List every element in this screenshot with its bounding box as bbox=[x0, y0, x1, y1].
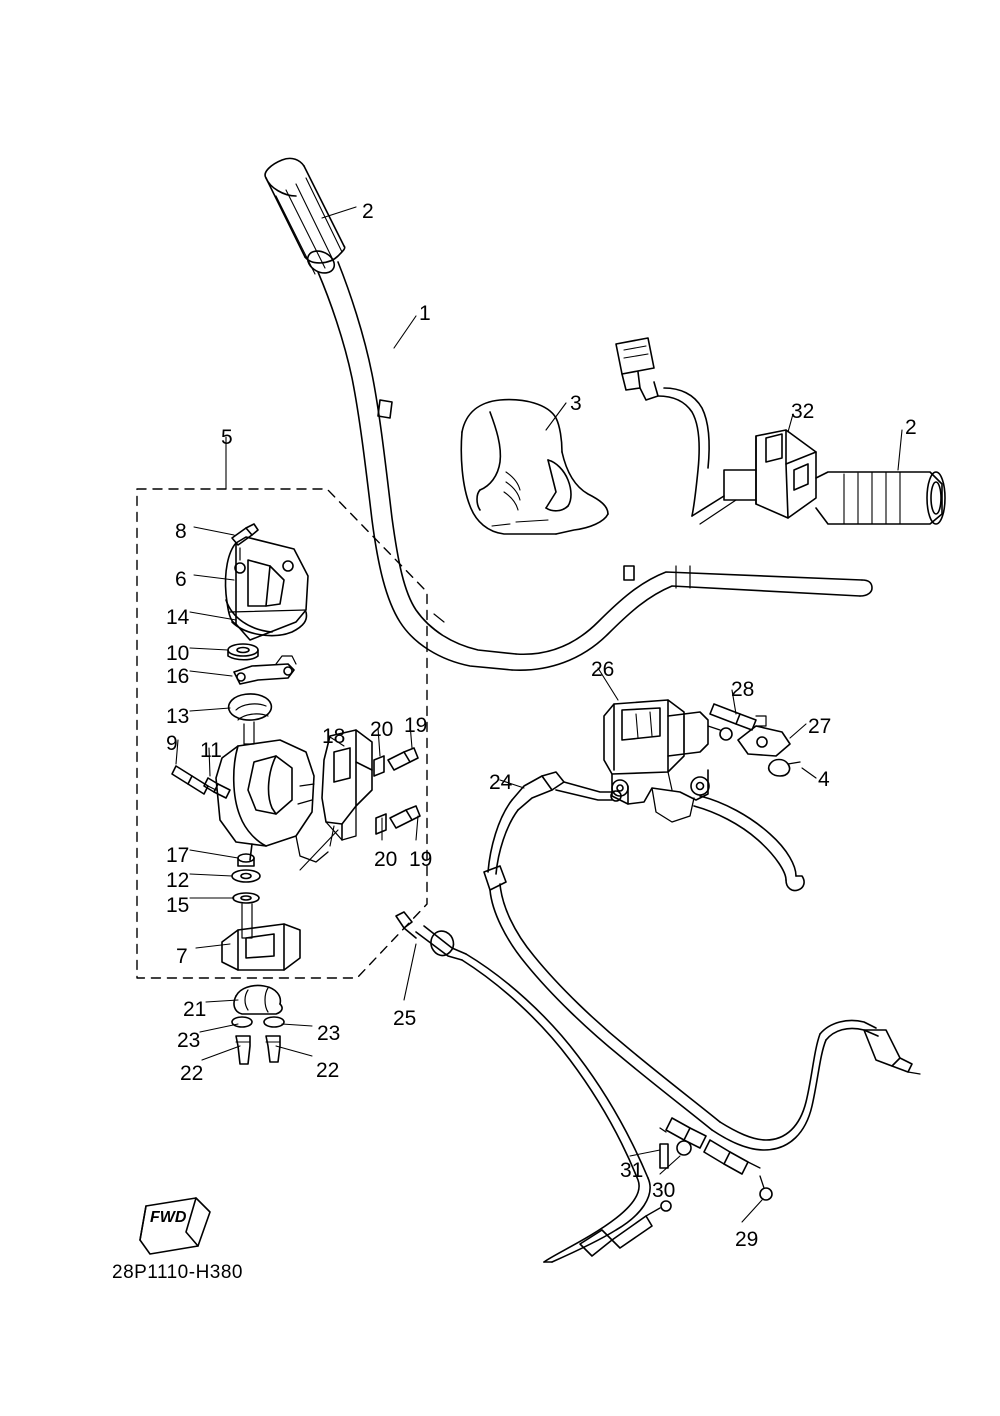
callout-9: 9 bbox=[166, 732, 178, 755]
wire-connector bbox=[616, 338, 709, 516]
callout-14: 14 bbox=[166, 606, 190, 629]
callout-23-left: 23 bbox=[177, 1029, 201, 1052]
callout-13: 13 bbox=[166, 705, 190, 728]
callout-2-left: 2 bbox=[362, 200, 374, 223]
handlebar bbox=[318, 262, 872, 670]
callout-6: 6 bbox=[175, 568, 187, 591]
callout-27: 27 bbox=[808, 715, 832, 738]
callout-26: 26 bbox=[591, 658, 615, 681]
callout-30: 30 bbox=[652, 1179, 676, 1202]
callout-4: 4 bbox=[818, 768, 830, 791]
callout-20-lower: 20 bbox=[374, 848, 398, 871]
callout-16: 16 bbox=[166, 665, 190, 688]
callout-22-left: 22 bbox=[180, 1062, 204, 1085]
callout-3: 3 bbox=[570, 392, 582, 415]
callout-17: 17 bbox=[166, 844, 190, 867]
callout-25: 25 bbox=[393, 1007, 417, 1030]
throttle-housing-lower bbox=[172, 740, 328, 970]
handlebar-switch bbox=[692, 430, 816, 524]
callout-22-right: 22 bbox=[316, 1059, 340, 1082]
throttle-small-parts bbox=[228, 644, 296, 744]
callout-12: 12 bbox=[166, 869, 190, 892]
throttle-cable bbox=[396, 912, 671, 1262]
callout-5: 5 bbox=[221, 426, 233, 449]
callout-31: 31 bbox=[620, 1159, 644, 1182]
callout-29: 29 bbox=[735, 1228, 759, 1251]
brake-cable-upper bbox=[484, 772, 720, 1130]
left-grip bbox=[265, 158, 345, 277]
callout-28: 28 bbox=[731, 678, 755, 701]
callout-32: 32 bbox=[791, 400, 815, 423]
brake-cable-lower bbox=[660, 1021, 920, 1201]
leader-lines bbox=[176, 207, 902, 1222]
callout-7: 7 bbox=[176, 945, 188, 968]
callout-8: 8 bbox=[175, 520, 187, 543]
callout-19-lower: 19 bbox=[409, 848, 433, 871]
brake-lever bbox=[694, 796, 804, 891]
callout-10: 10 bbox=[166, 642, 190, 665]
callout-19-upper: 19 bbox=[404, 714, 428, 737]
cable-clamp bbox=[232, 985, 284, 1064]
callout-24: 24 bbox=[489, 771, 513, 794]
master-cylinder bbox=[604, 700, 732, 822]
callout-20-upper: 20 bbox=[370, 718, 394, 741]
callout-1: 1 bbox=[419, 302, 431, 325]
callout-15: 15 bbox=[166, 894, 190, 917]
throttle-housing-upper bbox=[225, 524, 308, 640]
callout-11: 11 bbox=[200, 739, 222, 762]
callout-18: 18 bbox=[322, 725, 346, 748]
callout-2-right: 2 bbox=[905, 416, 917, 439]
callout-21: 21 bbox=[183, 998, 207, 1021]
callout-23-right: 23 bbox=[317, 1022, 341, 1045]
right-grip bbox=[816, 472, 945, 524]
part-reference-code: 28P1110-H380 bbox=[112, 1262, 244, 1283]
fwd-direction-label: FWD bbox=[150, 1209, 187, 1226]
handlebar-cover bbox=[461, 400, 608, 534]
